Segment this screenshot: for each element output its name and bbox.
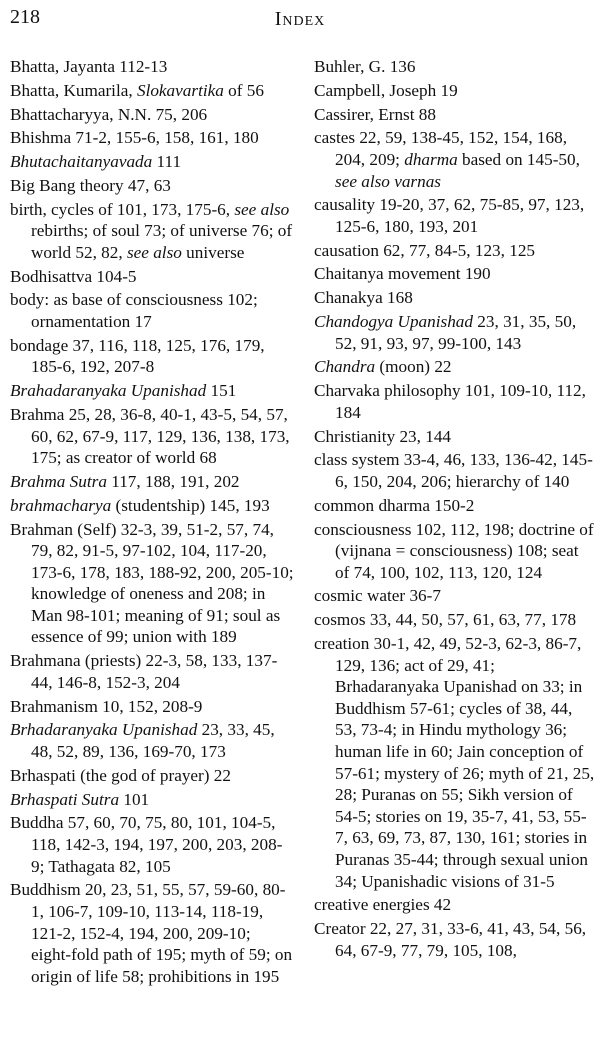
index-entry [314, 104, 596, 126]
index-entry [314, 449, 596, 492]
index-entry-text: cosmic water 36-7 [314, 586, 441, 606]
index-entry-text: Creator 22, 27, 31, 33-6, 41, 43, 54, 56, 64, 67-9, 77, 79, 105, 108, [314, 919, 587, 960]
index-entry [10, 471, 294, 493]
index-entry [10, 266, 294, 288]
index-entry [10, 879, 294, 987]
index-entry [10, 151, 294, 173]
index-entry-text: Bhutachaitanyavada [10, 152, 153, 172]
index-entry [10, 80, 294, 102]
index-entry-text: Brahmana (priests) 22-3, 58, 133, 137-44, 146-8, 152-3, 204 [10, 651, 278, 692]
index-entry-text: Buhler, G. 136 [314, 57, 416, 76]
index-entry [10, 380, 294, 402]
index-entry [314, 311, 596, 354]
index-entry-text: Campbell, Joseph 19 [314, 80, 458, 100]
index-entry-text: dharma [404, 149, 458, 169]
index-entry [10, 789, 294, 811]
index-entry [314, 894, 596, 916]
index-entry [10, 335, 294, 378]
index-entry [10, 104, 294, 126]
index-entry [314, 585, 596, 607]
index-entry-text: creation 30-1, 42, 49, 52-3, 62-3, 86-7, 129, 136; act of 29, 41; Brhadaranyaka Upanishad on 33; in Buddhism 57-61; cycles of 38, 44, 53, 73-4; in Hindu mythology 36; human life in 60; Jain conception of 57-61; mystery of 26; myth of 21, 25, 28; Puranas on 55; Sikh version of 54-5; stories on 19, 35-7, 41, 53, 55-7, 63, 69, 73, 87, 130, 161; stories in Puranas 35-44; through sexual union 34; Upanishadic visions of 31-5 [314, 634, 595, 891]
index-entry-text: Chandogya Upanishad [314, 312, 473, 332]
index-entry [314, 426, 596, 448]
index-entry [10, 199, 294, 264]
index-entry-text: Big Bang theory 47, 63 [10, 175, 171, 195]
index-entry [10, 289, 294, 332]
index-entry-text: universe [181, 242, 245, 262]
index-entry [10, 812, 294, 877]
index-entry [314, 127, 596, 192]
index-entry-text: Buddhism 20, 23, 51, 55, 57, 59-60, 80-1, 106-7, 109-10, 113-14, 118-19, 121-2, 152-4, 194, 200, 209-10; eight-fold path of 195; myth of 59; on origin of life 58; prohibitions in 195 [10, 880, 293, 986]
index-entry-text: of 56 [223, 80, 264, 100]
index-entry-text: Bodhisattva 104-5 [10, 266, 137, 286]
index-entry-text: Bhatta, Kumarila, [10, 80, 137, 100]
index-entry-text: see also varnas [335, 171, 441, 191]
index-entry [10, 765, 294, 787]
index-entry-text: see also [234, 199, 290, 219]
index-entry-text: Brahmanism 10, 152, 208-9 [10, 696, 203, 716]
index-entry [314, 56, 596, 78]
index-entry [10, 519, 294, 649]
index-entry [314, 609, 596, 631]
index-entry-text: 151 [206, 381, 237, 401]
index-entry-text: Buddha 57, 60, 70, 75, 80, 101, 104-5, 118, 142-3, 194, 197, 200, 203, 208-9; Tathagata 82, 105 [10, 813, 283, 876]
index-entry [10, 56, 294, 78]
index-entry-text: see also [126, 242, 182, 262]
page-title: Index [274, 8, 326, 30]
index-entry-text: 23, 31, 35, 50, 52, 91, 93, 97, 99-100, 143 [335, 312, 577, 353]
index-entry-text: (moon) 22 [375, 357, 452, 377]
index-entry [314, 380, 596, 423]
index-entry-text: Brhadaranyaka Upanishad [10, 720, 198, 740]
index-entry-text: Cassirer, Ernst 88 [314, 104, 436, 124]
index-entry-text: rebirths; of soul 73; of universe 76; of world 52, 82, [31, 221, 293, 262]
index-column-left [10, 56, 294, 987]
index-entry-text: Bhishma 71-2, 155-6, 158, 161, 180 [10, 128, 259, 148]
index-entry-text: 23, 33, 45, 48, 52, 89, 136, 169-70, 173 [31, 720, 275, 761]
index-entry [314, 918, 596, 961]
index-entry-text: birth, cycles of 101, 173, 175-6, [10, 199, 235, 219]
index-entry-text: body: as base of consciousness 102; ornamentation 17 [10, 290, 258, 332]
index-entry-text: class system 33-4, 46, 133, 136-42, 145-6, 150, 204, 206; hierarchy of 140 [314, 450, 593, 491]
index-entry [10, 495, 294, 517]
index-entry [10, 175, 294, 197]
index-entry-text: Christianity 23, 144 [314, 426, 452, 446]
index-entry-text: Brhaspati Sutra [10, 789, 120, 809]
page-number: 218 [10, 6, 40, 28]
page-header [0, 6, 600, 36]
index-entry-text: 117, 188, 191, 202 [106, 471, 240, 491]
index-entry [314, 240, 596, 262]
index-entry-text: consciousness 102, 112, 198; doctrine of (vijnana = consciousness) 108; seat of 74, 100, 102, 113, 120, 124 [314, 519, 594, 582]
index-entry-text: Brahma 25, 28, 36-8, 40-1, 43-5, 54, 57, 60, 62, 67-9, 117, 129, 136, 138, 173, 175; as creator of world 68 [10, 404, 290, 468]
index-entry-text: Chaitanya movement 190 [314, 264, 491, 284]
index-entry [314, 519, 596, 584]
index-entry-text: causality 19-20, 37, 62, 75-85, 97, 123, 125-6, 180, 193, 201 [314, 195, 585, 236]
index-entry [314, 495, 596, 517]
index-entry-text: Slokavartika [136, 80, 224, 100]
index-entry [314, 80, 596, 102]
index-entry [314, 263, 596, 285]
index-entry-text: Brahman (Self) 32-3, 39, 51-2, 57, 74, 79, 82, 91-5, 97-102, 104, 117-20, 173-6, 178, 183, 188-92, 200, 205-10; knowledge of oneness and 208; in Man 98-101; meaning of 91; soul as essence of 99; union with 189 [10, 519, 294, 647]
index-entry [10, 127, 294, 149]
index-entry-text: brahmacharya [10, 495, 112, 515]
index-entry-text: Charvaka philosophy 101, 109-10, 112, 184 [314, 381, 586, 422]
index-entry [314, 194, 596, 237]
index-entry-text: castes 22, 59, 138-45, 152, 154, 168, 204, 209; [314, 128, 568, 169]
index-entry-text: based on 145-50, [457, 149, 580, 169]
index-entry-text: Brhaspati (the god of prayer) 22 [10, 765, 231, 785]
index-entry-text: Brahma Sutra [10, 471, 107, 491]
index-entry [10, 696, 294, 718]
index-entry-text: 111 [152, 152, 182, 172]
index-entry-text: causation 62, 77, 84-5, 123, 125 [314, 240, 536, 260]
index-entry [10, 404, 294, 469]
index-column-right [314, 56, 596, 961]
index-entry [10, 650, 294, 693]
index-entry [314, 356, 596, 378]
index-entry [314, 287, 596, 309]
index-entry [314, 633, 596, 892]
index-entry-text: Brahadaranyaka Upanishad [10, 381, 207, 401]
index-entry-text: Bhattacharyya, N.N. 75, 206 [10, 104, 208, 124]
index-entry-text: (studentship) 145, 193 [111, 495, 270, 515]
index-entry-text: 101 [119, 789, 150, 809]
index-entry-text: creative energies 42 [314, 895, 452, 915]
index-entry-text: cosmos 33, 44, 50, 57, 61, 63, 77, 178 [314, 610, 577, 630]
index-entry-text: Chanakya 168 [314, 288, 413, 308]
index-entry-text: common dharma 150-2 [314, 495, 475, 515]
index-entry-text: Chandra [314, 357, 376, 377]
index-entry-text: Bhatta, Jayanta 112-13 [10, 57, 168, 76]
index-entry [10, 719, 294, 762]
index-entry-text: bondage 37, 116, 118, 125, 176, 179, 185-6, 192, 207-8 [10, 335, 265, 377]
